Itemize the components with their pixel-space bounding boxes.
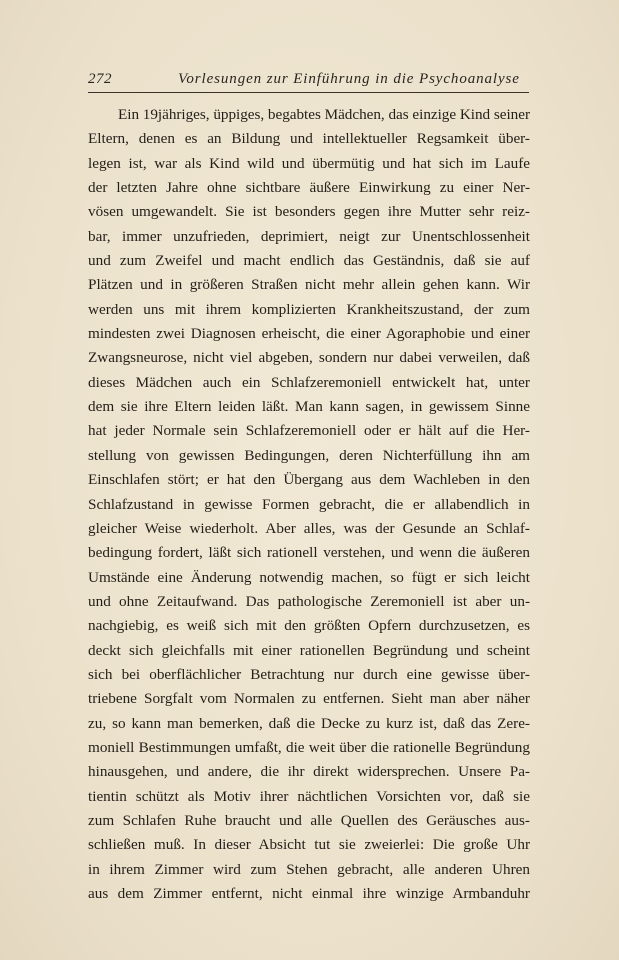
text-line: moniell Bestimmungen umfaßt, die weit über die rationelle Begründung <box>88 738 530 756</box>
text-line: der letzten Jahre ohne sichtbare äußere Einwirkung zu einer Ner- <box>88 179 530 197</box>
running-title: Vorlesungen zur Einführung in die Psychoanalyse <box>178 71 520 87</box>
text-line: tientin schützt als Motiv ihrer nächtlichen Vorsichten vor, daß sie <box>88 787 530 805</box>
text-line: Plätzen und in größeren Straßen nicht mehr allein gehen kann. Wir <box>88 276 530 294</box>
text-line: sich bei oberflächlicher Betrachtung nur durch eine gewisse über- <box>88 665 530 683</box>
text-line: hat jeder Normale sein Schlafzeremoniell oder er hält auf die Her- <box>88 422 530 440</box>
text-line: zum Schlafen Ruhe braucht und alle Quellen des Geräusches aus- <box>88 811 530 829</box>
text-line: triebene Sorgfalt vom Normalen zu entfernen. Sieht man aber näher <box>88 690 530 708</box>
text-line: dem sie ihre Eltern leiden läßt. Man kann sagen, in gewissem Sinne <box>88 398 530 416</box>
text-line: schließen muß. In dieser Absicht tut sie zweierlei: Die große Uhr <box>88 836 530 854</box>
text-line: nachgiebig, es weiß sich mit den größten Opfern durchzusetzen, es <box>88 617 530 635</box>
text-line: bedingung fordert, läßt sich rationell verstehen, und wenn die äußeren <box>88 544 530 562</box>
text-line: Schlafzustand in gewisse Formen gebracht, die er allabendlich in <box>88 495 530 513</box>
text-line: Umstände eine Änderung notwendig machen, so fügt er sich leicht <box>88 568 530 586</box>
header-rule <box>88 92 529 93</box>
text-line: dieses Mädchen auch ein Schlafzeremoniell entwickelt hat, unter <box>88 373 530 391</box>
text-line: Zwangsneurose, nicht viel abgeben, sondern nur dabei verweilen, daß <box>88 349 530 367</box>
text-line: Ein 19jähriges, üppiges, begabtes Mädchen, das einzige Kind seiner <box>118 106 530 123</box>
text-line: und ohne Zeitaufwand. Das pathologische Zeremoniell ist aber un- <box>88 592 530 610</box>
text-line: aus dem Zimmer entfernt, nicht einmal ihre winzige Armbanduhr <box>88 885 530 902</box>
running-head <box>88 71 526 91</box>
text-line: bar, immer unzufrieden, deprimiert, neigt zur Unentschlossenheit <box>88 227 530 245</box>
text-line: deckt sich gleichfalls mit einer rationellen Begründung und scheint <box>88 641 530 659</box>
text-line: werden uns mit ihrem komplizierten Krankheitszustand, der zum <box>88 300 530 318</box>
text-line: mindesten zwei Diagnosen erheischt, die einer Agoraphobie und einer <box>88 325 530 343</box>
text-line: Einschlafen stört; er hat den Übergang aus dem Wachleben in den <box>88 471 530 489</box>
text-line: und zum Zweifel und macht endlich das Geständnis, daß sie auf <box>88 252 530 270</box>
text-line: vösen umgewandelt. Sie ist besonders gegen ihre Mutter sehr reiz- <box>88 203 530 221</box>
text-line: hinausgehen, und andere, die ihr direkt widersprechen. Unsere Pa- <box>88 763 530 781</box>
page-number: 272 <box>88 71 112 87</box>
body-paragraph <box>88 103 530 906</box>
text-line: gleicher Weise wiederholt. Aber alles, was der Gesunde an Schlaf- <box>88 519 530 537</box>
text-line: Eltern, denen es an Bildung und intellektueller Regsamkeit über- <box>88 130 530 148</box>
text-line: stellung von gewissen Bedingungen, deren Nichterfüllung ihn am <box>88 446 530 464</box>
text-line: in ihrem Zimmer wird zum Stehen gebracht, alle anderen Uhren <box>88 860 530 878</box>
text-line: legen ist, war als Kind wild und übermütig und hat sich im Laufe <box>88 154 530 172</box>
text-line: zu, so kann man bemerken, daß die Decke zu kurz ist, daß das Zere- <box>88 714 530 732</box>
